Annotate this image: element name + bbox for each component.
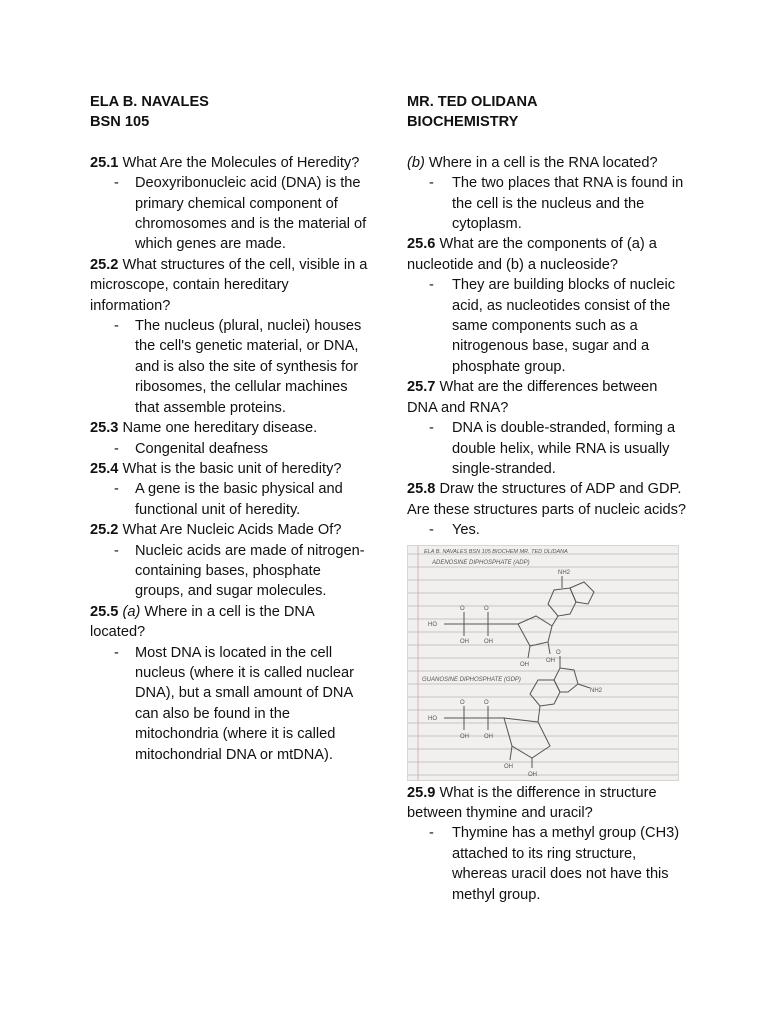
- question-25-6: [407, 234, 687, 275]
- svg-text:OH: OH: [520, 661, 529, 668]
- answer-25-2: - The nucleus (plural, nuclei) houses the cell's genetic material, or DNA, and is also the site of synthesis for ribosomes, the cellular machines that assemble proteins.: [114, 318, 362, 416]
- figure-top-note: ELA B. NAVALES BSN 105 BIOCHEM MR. TED OLIDANA: [424, 548, 568, 555]
- question-text: What are the differences between DNA and RNA?: [407, 379, 658, 416]
- question-text: Where in a cell is the DNA located?: [90, 603, 314, 641]
- gdp-label: GUANOSINE DIPHOSPHATE (GDP): [422, 676, 521, 683]
- question-number: 25.9: [407, 784, 436, 801]
- svg-text:O: O: [460, 605, 465, 612]
- answer-text: Congenital deafness: [135, 440, 269, 457]
- answer-text: Most DNA is located in the cell nucleus (where it is called nuclear DNA), but a small amount of DNA can also be found in the mitochondria (where it is called mitochondrial DNA or mtDNA).: [135, 644, 355, 763]
- student-name: ELA B. NAVALES: [90, 94, 209, 110]
- question-text: What Are Nucleic Acids Made Of?: [118, 522, 342, 539]
- question-number: 25.7: [407, 379, 436, 396]
- subject: BIOCHEMISTRY: [407, 114, 519, 131]
- answer-25-8: - Yes.: [429, 522, 480, 539]
- question-number: 25.2: [90, 256, 119, 273]
- question-text: What structures of the cell, visible in a microscope, contain hereditary information?: [90, 256, 368, 314]
- answer-text: Yes.: [452, 522, 480, 539]
- answer-25-1: - Deoxyribonucleic acid (DNA) is the primary chemical component of chromosomes and is the material of which genes are made.: [114, 175, 367, 253]
- answer-text: Nucleic acids are made of nitrogen-containing bases, phosphate groups, and sugar molecules.: [135, 542, 365, 600]
- svg-text:OH: OH: [460, 733, 469, 740]
- svg-text:NH2: NH2: [590, 687, 603, 694]
- svg-text:OH: OH: [528, 771, 537, 778]
- answer-25-3: - Congenital deafness: [114, 440, 269, 457]
- answer-25-7: - DNA is double-stranded, forming a double helix, while RNA is usually single-stranded.: [429, 420, 676, 477]
- question-text: What is the difference in structure between thymine and uracil?: [407, 784, 657, 821]
- answer-25-2b: - Nucleic acids are made of nitrogen-containing bases, phosphate groups, and sugar molecules.: [114, 542, 365, 600]
- structures-drawing: [408, 546, 679, 781]
- question-number: 25.4: [90, 460, 119, 477]
- svg-text:O: O: [556, 649, 561, 656]
- handwritten-structures-photo: [407, 545, 679, 781]
- question-25-9: [407, 783, 687, 824]
- question-25-3: [90, 418, 370, 438]
- question-number: 25.5: [90, 603, 119, 620]
- svg-text:HO: HO: [428, 621, 437, 628]
- svg-text:OH: OH: [460, 638, 469, 645]
- answer-25-9: - Thymine has a methyl group (CH3) attached to its ring structure, whereas uracil does not have this methyl group.: [429, 825, 680, 903]
- answer-25-5a: - Most DNA is located in the cell nucleus (where it is called nuclear DNA), but a small amount of DNA can also be found in the mitochondria (where it is called mitochondrial DNA or mtDNA).: [114, 644, 355, 763]
- answer-text: The two places that RNA is found in the cell is the nucleus and the cytoplasm.: [452, 175, 684, 233]
- question-text: What Are the Molecules of Heredity?: [118, 154, 360, 171]
- question-text: What is the basic unit of heredity?: [118, 460, 342, 477]
- adp-label: ADENOSINE DIPHOSPHATE (ADP): [432, 559, 530, 566]
- left-column: [90, 92, 370, 765]
- svg-text:NH2: NH2: [558, 569, 571, 576]
- svg-text:O: O: [484, 699, 489, 706]
- question-part: (b): [407, 154, 425, 171]
- question-25-7: [407, 377, 687, 418]
- svg-text:HO: HO: [428, 715, 437, 722]
- answer-25-5b: - The two places that RNA is found in the cell is the nucleus and the cytoplasm.: [429, 175, 684, 233]
- question-number: 25.2: [90, 522, 119, 539]
- question-25-4: [90, 459, 370, 479]
- question-number: 25.1: [90, 154, 119, 171]
- question-text: Draw the structures of ADP and GDP. Are these structures parts of nucleic acids?: [407, 481, 687, 518]
- svg-text:OH: OH: [546, 657, 555, 664]
- question-number: 25.6: [407, 236, 436, 253]
- answer-text: Deoxyribonucleic acid (DNA) is the primary chemical component of chromosomes and is the material of which genes are made.: [135, 175, 367, 253]
- course: BSN 105: [90, 114, 150, 131]
- svg-text:OH: OH: [484, 733, 493, 740]
- svg-text:O: O: [460, 699, 465, 706]
- question-25-8: [407, 479, 687, 520]
- answer-text: DNA is double-stranded, forming a double helix, while RNA is usually single-stranded.: [452, 420, 676, 477]
- question-number: 25.8: [407, 481, 436, 498]
- question-text: What are the components of (a) a nucleotide and (b) a nucleoside?: [407, 236, 657, 273]
- question-25-2: [90, 255, 370, 316]
- svg-text:OH: OH: [484, 638, 493, 645]
- answer-text: A gene is the basic physical and functional unit of heredity.: [135, 481, 343, 518]
- answer-text: The nucleus (plural, nuclei) houses the cell's genetic material, or DNA, and is also the site of synthesis for ribosomes, the cellular machines that assemble proteins.: [135, 318, 362, 416]
- question-25-5b: [407, 153, 687, 173]
- question-25-1: [90, 153, 370, 173]
- question-25-2b: [90, 520, 370, 540]
- answer-25-6: - They are building blocks of nucleic acid, as nucleotides consist of the same components such as a nitrogenous base, sugar and a phosphate group.: [429, 277, 676, 375]
- svg-text:OH: OH: [504, 763, 513, 770]
- answer-25-4: - A gene is the basic physical and functional unit of heredity.: [114, 481, 343, 518]
- question-text: Name one hereditary disease.: [118, 420, 318, 437]
- question-part: (a): [122, 603, 141, 620]
- question-number: 25.3: [90, 420, 119, 437]
- answer-text: They are building blocks of nucleic acid, as nucleotides consist of the same components such as a nitrogenous base, sugar and a phosphate group.: [452, 277, 676, 375]
- teacher-name: MR. TED OLIDANA: [407, 94, 538, 110]
- question-25-5a: [90, 602, 370, 643]
- question-text: Where in a cell is the RNA located?: [424, 154, 658, 171]
- right-column: [407, 92, 687, 905]
- svg-text:O: O: [484, 605, 489, 612]
- answer-text: Thymine has a methyl group (CH3) attached to its ring structure, whereas uracil does not have this methyl group.: [452, 825, 680, 903]
